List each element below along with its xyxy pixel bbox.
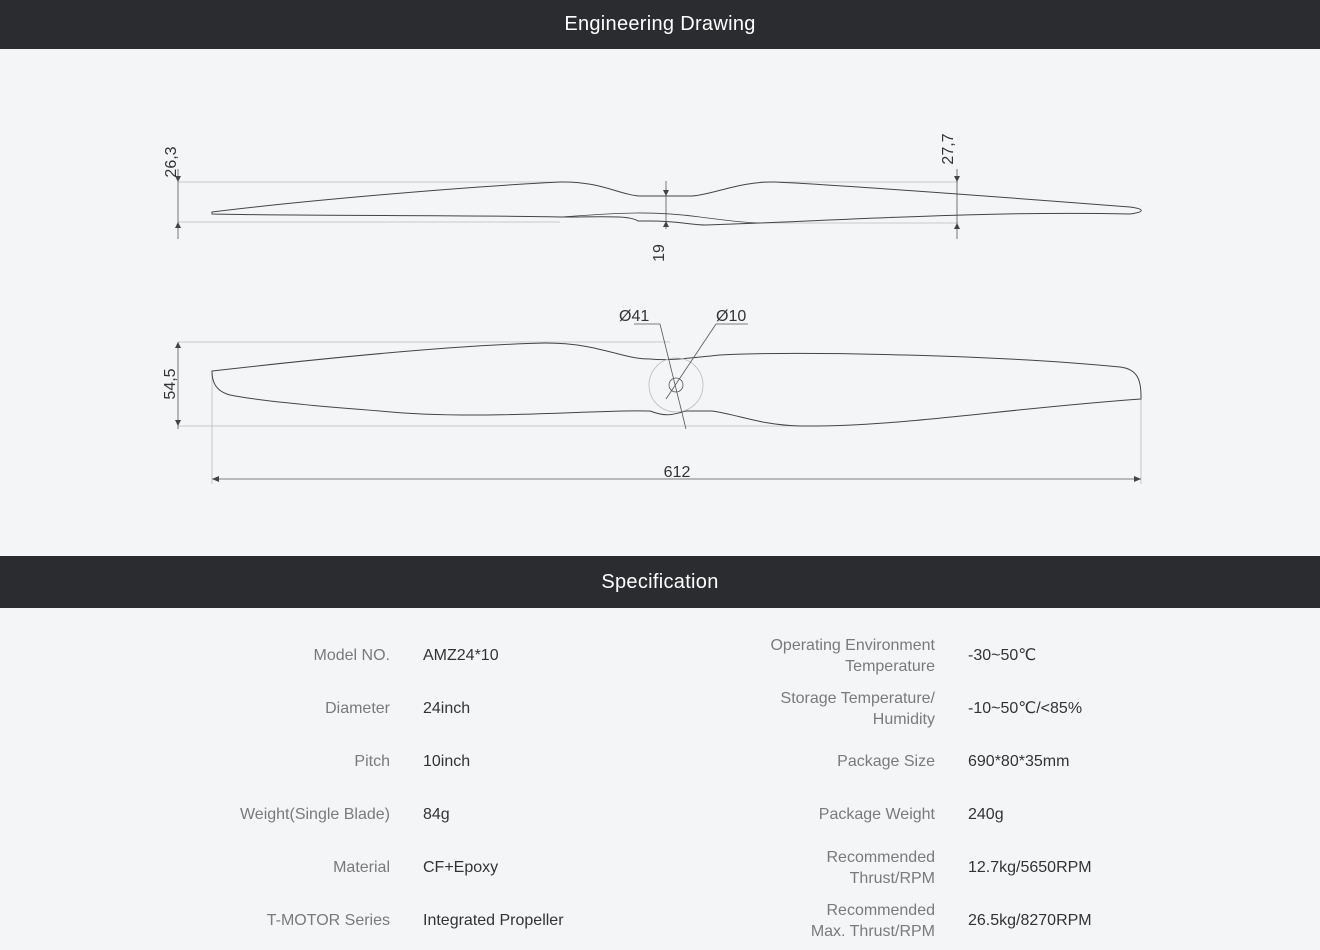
specification-title: Specification xyxy=(601,570,719,593)
spec-label xyxy=(0,751,935,772)
engineering-drawing-header xyxy=(0,0,1320,49)
spec-value: -10~50℃/<85% xyxy=(968,700,1083,717)
spec-value: 12.7kg/5650RPM xyxy=(968,859,1092,876)
spec-label-text: Package Size xyxy=(837,753,935,770)
spec-value: 26.5kg/8270RPM xyxy=(968,912,1092,929)
spec-value: 690*80*35mm xyxy=(968,753,1070,770)
spec-label: Model NO. xyxy=(313,647,390,664)
dim-hub-thickness: 19 xyxy=(651,244,668,262)
spec-value: 240g xyxy=(968,806,1004,823)
engineering-drawing xyxy=(0,49,1320,556)
spec-label xyxy=(0,804,935,825)
spec-value: AMZ24*10 xyxy=(423,647,499,664)
spec-label xyxy=(0,900,935,942)
spec-label xyxy=(0,635,935,677)
spec-value: -30~50℃ xyxy=(968,647,1037,664)
spec-value: Integrated Propeller xyxy=(423,912,564,929)
spec-row-operating-temp xyxy=(0,629,1268,682)
spec-label-text: Recommended Max. Thrust/RPM xyxy=(810,901,935,940)
spec-label: Material xyxy=(333,859,390,876)
spec-label xyxy=(0,847,935,889)
dim-chord-width: 54,5 xyxy=(162,368,179,400)
dim-hub-inner-diameter: Ø10 xyxy=(716,308,747,325)
engineering-drawing-title: Engineering Drawing xyxy=(564,13,756,35)
spec-label: Weight(Single Blade) xyxy=(239,806,390,823)
spec-label xyxy=(0,688,935,730)
spec-row-package-weight xyxy=(0,788,1268,841)
spec-value: 24inch xyxy=(423,700,471,717)
propeller-drawing-svg xyxy=(0,49,1320,556)
specification-table xyxy=(0,608,1320,950)
dim-thickness-left: 26,3 xyxy=(163,146,180,178)
spec-label-text: Operating Environment Temperature xyxy=(770,636,935,675)
spec-value: CF+Epoxy xyxy=(423,859,499,876)
spec-label: T-MOTOR Series xyxy=(266,912,390,929)
spec-label: Diameter xyxy=(325,700,390,717)
spec-row-recommended-thrust xyxy=(0,841,1268,894)
dim-hub-outer-diameter: Ø41 xyxy=(619,308,650,325)
spec-label-text: Package Weight xyxy=(818,806,935,823)
dim-total-length: 612 xyxy=(663,464,691,481)
spec-row-storage-temp xyxy=(0,682,1268,735)
spec-row-package-size xyxy=(0,735,1268,788)
spec-value: 10inch xyxy=(423,753,471,770)
spec-row-max-thrust xyxy=(0,894,1268,947)
spec-label-text: Recommended Thrust/RPM xyxy=(826,848,935,887)
spec-label: Pitch xyxy=(354,753,390,770)
spec-label-text: Storage Temperature/ Humidity xyxy=(780,689,935,728)
dim-thickness-right: 27,7 xyxy=(940,133,957,165)
spec-value: 84g xyxy=(423,806,450,823)
specification-header xyxy=(0,556,1320,608)
